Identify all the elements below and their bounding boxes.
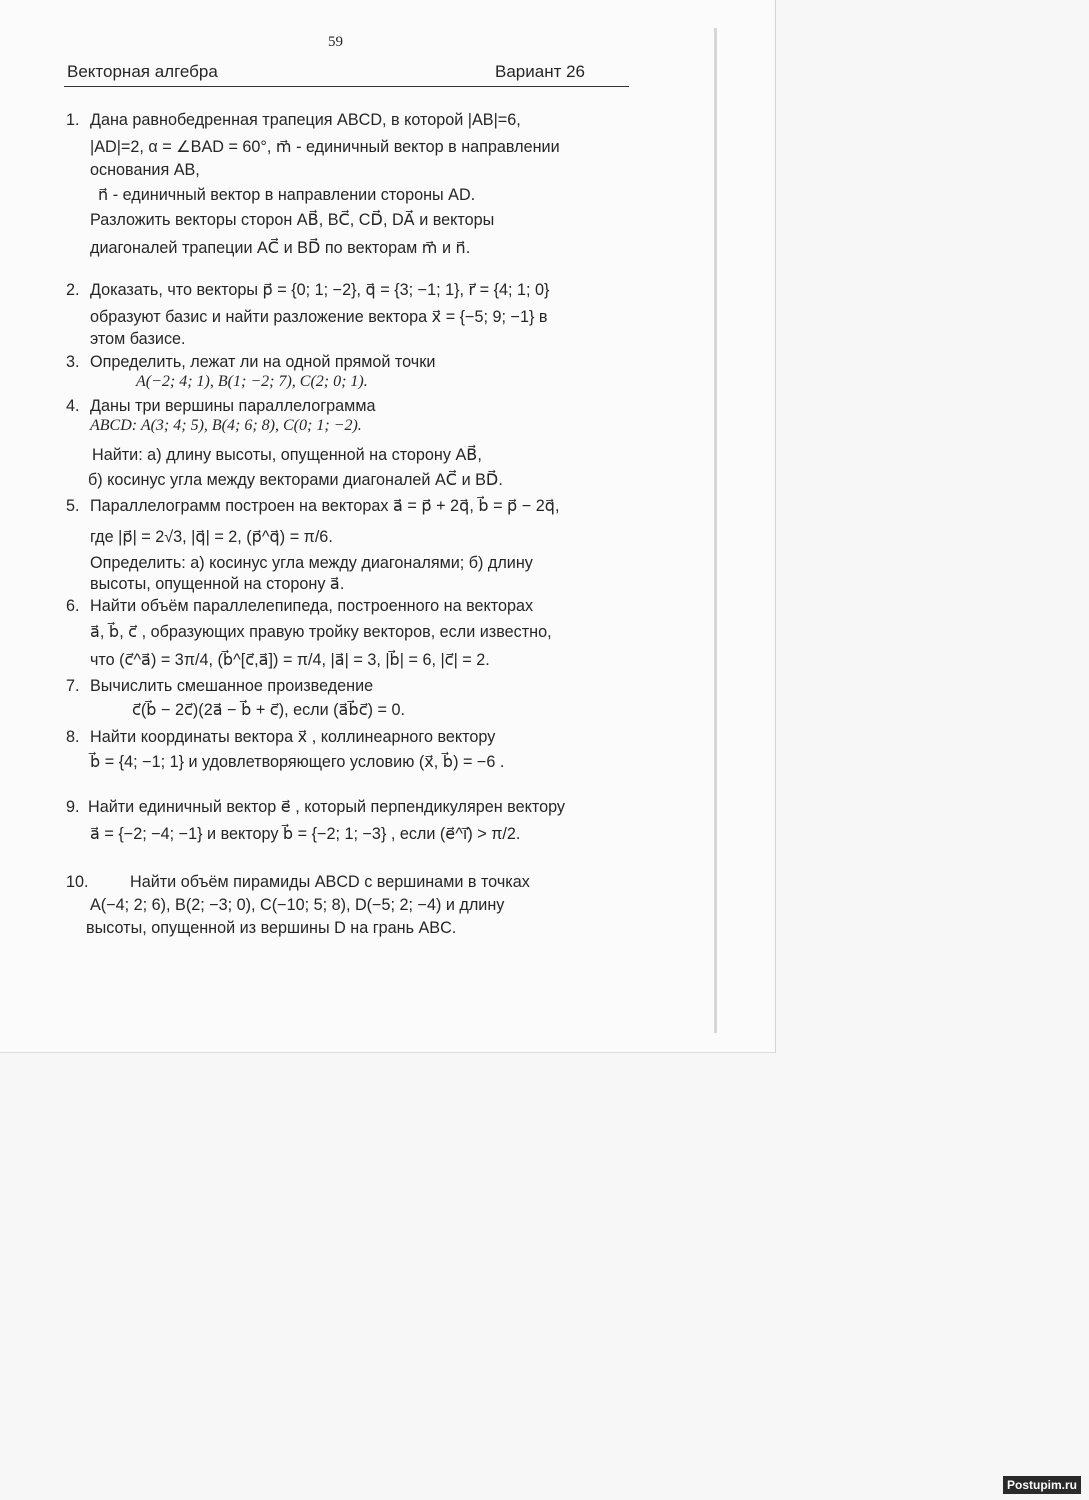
problem-line: Вычислить смешанное произведение xyxy=(90,677,374,695)
problem-line: Дана равнобедренная трапеция ABCD, в которой |AB|=6, xyxy=(90,111,521,129)
problem-line: |AD|=2, α = ∠BAD = 60°, m⃗ - единичный вектор в направлении xyxy=(90,138,560,156)
problem-number: 8. xyxy=(66,728,80,746)
problem-line: высоты, опущенной на сторону a⃗. xyxy=(90,575,345,593)
problem-line: Определить, лежат ли на одной прямой точки xyxy=(90,353,436,371)
problem-line: ABCD: A(3; 4; 5), B(4; 6; 8), C(0; 1; −2). xyxy=(90,417,362,434)
subject-title: Векторная алгебра xyxy=(67,62,218,81)
problem-line: диагоналей трапеции AC⃗ и BD⃗ по векторам m⃗ и n⃗. xyxy=(90,239,471,257)
problem-line: Разложить векторы сторон AB⃗, BC⃗, CD⃗, DA⃗ и векторы xyxy=(90,211,495,229)
problem-number: 9. xyxy=(66,798,80,816)
problem-line: Найти координаты вектора x⃗ , коллинеарного вектору xyxy=(90,728,496,746)
problem-line: Найти единичный вектор e⃗ , который перпендикулярен вектору xyxy=(88,798,566,816)
problem-line: высоты, опущенной из вершины D на грань ABC. xyxy=(86,919,457,937)
problem-line: образуют базис и найти разложение вектора x⃗ = {−5; 9; −1} в xyxy=(90,308,548,326)
problem-line: a⃗ = {−2; −4; −1} и вектору b⃗ = {−2; 1; −3} , если (e⃗^i⃗) > π/2. xyxy=(90,825,521,843)
problem-line: n⃗ - единичный вектор в направлении стороны AD. xyxy=(98,186,476,204)
problem-line: a⃗, b⃗, c⃗ , образующих правую тройку векторов, если известно, xyxy=(90,623,552,641)
problem-number: 3. xyxy=(66,353,80,371)
variant-label: Вариант 26 xyxy=(495,62,586,81)
problem-line: Найти объём пирамиды ABCD с вершинами в точках xyxy=(130,873,530,891)
problem-number: 1. xyxy=(66,111,80,129)
site-watermark: Postupim.ru xyxy=(1003,1476,1081,1494)
problem-number: 10. xyxy=(66,873,89,891)
problem-line: основания AB, xyxy=(90,161,200,179)
page-number: 59 xyxy=(328,34,343,50)
problem-number: 5. xyxy=(66,497,80,515)
problem-line: Параллелограмм построен на векторах a⃗ = p⃗ + 2q⃗, b⃗ = p⃗ − 2q⃗, xyxy=(90,497,560,515)
problem-number: 6. xyxy=(66,597,80,615)
problem-number: 2. xyxy=(66,281,80,299)
problem-line: Найти объём параллелепипеда, построенного на векторах xyxy=(90,597,534,615)
problem-number: 4. xyxy=(66,397,80,415)
header-rule xyxy=(64,86,629,87)
problem-line: что (c⃗^a⃗) = 3π/4, (b⃗^[c⃗,a⃗]) = π/4, |a⃗| = 3, |b⃗| = 6, |c⃗| = 2. xyxy=(90,651,490,669)
problem-line: этом базисе. xyxy=(90,330,186,348)
problem-line: Даны три вершины параллелограмма xyxy=(90,397,376,415)
problem-line: Найти: а) длину высоты, опущенной на сторону AB⃗, xyxy=(92,446,482,464)
page-edge-line xyxy=(714,28,717,1033)
problem-line: Определить: а) косинус угла между диагоналями; б) длину xyxy=(90,554,533,572)
problem-line: где |p⃗| = 2√3, |q⃗| = 2, (p⃗^q⃗) = π/6. xyxy=(90,528,333,546)
problem-line: Доказать, что векторы p⃗ = {0; 1; −2}, q⃗ = {3; −1; 1}, r⃗ = {4; 1; 0} xyxy=(90,281,550,299)
problem-line: A(−2; 4; 1), B(1; −2; 7), C(2; 0; 1). xyxy=(136,373,368,390)
problem-number: 7. xyxy=(66,677,80,695)
problem-line: b⃗ = {4; −1; 1} и удовлетворяющего условию (x⃗, b⃗) = −6 . xyxy=(90,753,505,771)
problem-line: б) косинус угла между векторами диагоналей AC⃗ и BD⃗. xyxy=(88,471,503,489)
problem-line: A(−4; 2; 6), B(2; −3; 0), C(−10; 5; 8), D(−5; 2; −4) и длину xyxy=(90,896,505,914)
problem-line: c⃗(b⃗ − 2c⃗)(2a⃗ − b⃗ + c⃗), если (a⃗b⃗c⃗) = 0. xyxy=(132,701,405,719)
